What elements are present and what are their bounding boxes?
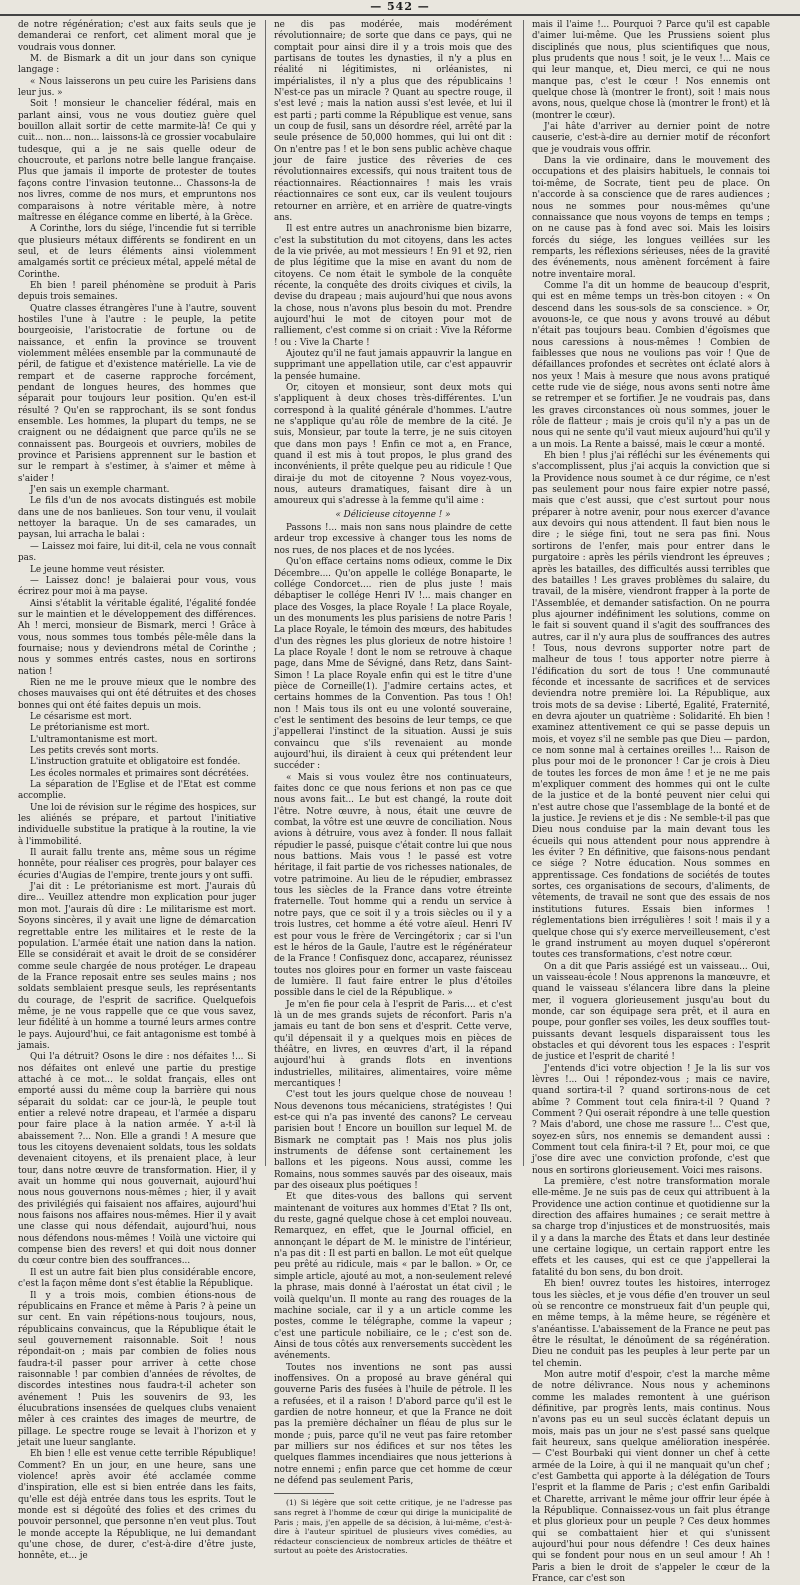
paragraph: Le jeune homme veut résister. xyxy=(30,564,165,575)
paragraph: Ajoutez qu'il ne faut jamais appauvrir la langue en supprimant une appellation utile, car c'est appauvrir la pensée humaine. xyxy=(274,348,512,382)
column-right xyxy=(532,20,770,1585)
paragraph: Quatre classes étrangères l'une à l'autre, souvent hostiles l'une à l'autre : le peuple, la petite bourgeoisie, l'aristocratie de fortune ou de naissance, et enfin la province se trouvent violemment mêlées ensemble par la communauté de péril, de fatigue et d'existence matérielle. La vie de rempart et de caserne rapproche forcément, pendant de longues heures, des hommes que séparait pour toujours leur position. Qu'en est-il résulté ? Qu'en se rapprochant, ils se sont fondus ensemble. Les hommes, la plupart du temps, ne se craignent ou ne dédaignent que parce qu'ils ne se connaissent pas. Bourgeois et ouvriers, mobiles de province et Parisiens apprennent sur le bastion et sur le rempart à s'estimer, à s'aimer et même à s'aider ! xyxy=(18,303,256,484)
paragraph: — Laissez donc! je balaierai pour vous, vous écrirez pour moi à ma payse. xyxy=(18,575,256,598)
column-divider xyxy=(265,20,266,1166)
paragraph: Passons !... mais non sans nous plaindre de cette ardeur trop excessive à changer tous les noms de nos rues, de nos places et de nos lycées. xyxy=(274,523,512,556)
paragraph: J'entends d'ici votre objection ! Je la lis sur vos lèvres !... Oui ! répondez-vous ; mais ce navire, quand sortira-t-il ? quand sortirons-nous de cet abîme ? Comment tout cela finira-t-il ? Quand ? Comment ? Qui oserait répondre à une telle question ? Mais d'abord, une chose me rassure !... C'est que, soyez-en sûrs, nos ennemis se demandent aussi : Comment tout cela finira-t-il ? Et, pour moi, ce que j'ose dire avec une conviction profonde, c'est que nous en sortirons glorieusement. Voici mes raisons. xyxy=(532,1063,770,1176)
column-divider xyxy=(523,20,524,1166)
paragraph: « Mais si vous voulez être nos continuateurs, faites donc ce que nous ferions et non pas ce que nous avons fait... Le but est changé, la route doit l'être. Notre œuvre, à nous, était une œuvre de combat, la vôtre est une œuvre de conciliation. Nous avions à détruire, vous avez à fonder. Il nous fallait répudier le passé, puisque c'était contre lui que nous nous battions. Mais vous ! le passé est votre héritage, il fait partie de vos richesses nationales, de votre patrimoine. Au lieu de le répudier, embrassez tous les siècles de la France dans votre étreinte fraternelle. Tout homme qui a rendu un service à notre pays, que ce soit il y a trois siècles ou il y a trois lustres, cet homme a été votre aïeul. Henri IV est pour vous le frère de Vercingétorix ; car si l'un est le héros de la Gaule, l'autre est le régénérateur de la France ! Confisquez donc, accaparez, réunissez toutes nos gloires pour en former un vaste faisceau de lumière. Il faut faire entrer le plus d'étoiles possible dans le ciel de la République. » xyxy=(274,772,512,999)
paragraph: Je m'en fie pour cela à l'esprit de Paris.... et c'est là un de mes grands sujets de réconfort. Paris n'a jamais eu tant de bon sens et d'esprit. Cette verve, qu'il dépensait il y a quelques mois en pièces de théâtre, en livres, en œuvres d'art, il la répand aujourd'hui à grands flots en inventions industrielles, militaires, alimentaires, voire même mercantiques ! xyxy=(274,999,512,1089)
paragraph: Qu'on efface certains noms odieux, comme le Dix Décembre.... Qu'on appelle le collége Bonaparte, le collége Condorcet.... rien de plus juste ! mais débaptiser le collége Henri IV !... mais changer en place des Vosges, la place Royale ! La place Royale, un des monuments les plus parisiens de notre Paris ! La place Royale, le témoin des mœurs, des habitudes d'un des règnes les plus glorieux de notre histoire ! La place Royale ! dont le nom se retrouve à chaque page, dans Mme de Sévigné, dans Retz, dans Saint-Simon ! La place Royale enfin qui est le titre d'une pièce de Corneille(1). J'admire certains actes, et certains hommes de la Convention. Pas tous ! Oh! non ! Mais tous ils ont eu une volonté souveraine, c'est le sentiment des besoins de leur temps, ce que j'appellerai l'instinct de la situation. Aussi je suis convaincu que s'ils revenaient au monde aujourd'hui, ils diraient à ceux qui prétendent leur succéder : xyxy=(274,557,512,772)
column-left xyxy=(18,20,256,1562)
paragraph: J'en sais un exemple charmant. xyxy=(30,485,170,496)
paragraph: C'est tout les jours quelque chose de nouveau ! Nous devenons tous mécaniciens, stratégistes ! Qui est-ce qui n'a pas inventé des canons? Le cerveau parisien bout ! Encore un bouillon sur lequel M. de Bismark ne comptait pas ! Mais nos plus jolis instruments de défense sont certainement les ballons et les pigeons. Nous aussi, comme les Romains, nous sommes sauvés par des oiseaux, mais par des oiseaux plus poétiques ! xyxy=(274,1090,512,1192)
paragraph: A Corinthe, lors du siége, l'incendie fut si terrible que plusieurs métaux différents se fondirent en un seul, et de leurs éléments ainsi violemment amalgamés sortit ce précieux métal, appelé métal de Corinthe. xyxy=(18,224,256,280)
paragraph: de notre régénération; c'est aux faits seuls que je demanderai ce renfort, cet aliment moral que je voudrais vous donner. xyxy=(18,20,256,53)
paragraph: Qui l'a détruit? Osons le dire : nos défaites !... Si nos défaites ont enlevé une partie du prestige attaché à ce mot... le soldat français, elles ont emporté aussi du même coup la barrière qui nous séparait du soldat: car ce jour-là, le peuple tout entier a relevé notre drapeau, et l'armée a disparu pour faire place à la nation armée. Y a-t-il là abaissement ?... Non. Elle a grandi ! A mesure que tous les citoyens devenaient soldats, tous les soldats devenaient citoyens, et ils prenaient place, à leur tour, dans notre œuvre de transformation. Hier, il y avait un homme qui nous gouvernait, aujourd'hui nous nous gouvernons nous-mêmes ; hier, il y avait des privilégiés qui faisaient nos affaires, aujourd'hui nous faisons nos affaires nous-mêmes. Hier il y avait une classe qui nous défendait, aujourd'hui, nous nous défendons nous-mêmes ! Voilà une victoire qui compense bien des revers! et qui doit nous donner du cœur contre bien des souffrances... xyxy=(18,1052,256,1267)
quote-line: « Délicieuse citoyenne ! » xyxy=(335,509,451,520)
paragraph: Mon autre motif d'espoir, c'est la marche même de notre délivrance. Nous nous y acheminons comme les malades remontent à une guérison définitive, par progrès lents, mais continus. Nous n'avons pas eu un seul succès éclatant depuis un mois, mais pas un jour ne s'est passé sans quelque fait heureux, sans quelque amélioration inespérée. — C'est Bourbaki qui vient donner un chef à cette armée de la Loire, à qui il ne manquait qu'un chef ; c'est Gambetta qui apporte à la délégation de Tours l'esprit et la flamme de Paris ; c'est enfin Garibaldi et Charette, arrivant le même jour offrir leur épée à la République. Connaissez-vous un fait plus étrange et plus glorieux pour un peuple ? Ces deux hommes qui se combattaient hier et qui s'unissent aujourd'hui pour nous défendre ! Ces deux haines qui se fondent pour nous en un seul amour ! Ah ! Paris a bien le droit de s'appeler le cœur de la France, car c'est son xyxy=(532,1369,770,1585)
paragraph: La séparation de l'Eglise et de l'Etat est comme accomplie. xyxy=(18,780,256,802)
paragraph: Il aurait fallu trente ans, même sous un régime honnête, pour réaliser ces progrès, pour balayer ces écuries d'Augias de l'empire, trente jours y ont suffi. xyxy=(18,848,256,881)
paragraph: Ainsi s'établit la véritable égalité, l'égalité fondée sur le maintien et le développement des différences. Ah ! merci, monsieur de Bismark, merci ! Grâce à vous, nous sommes tous tombés pêle-mêle dans la fournaise; nous y deviendrons métal de Corinthe ; nous y sommes entrés castes, nous en sortirons nation ! xyxy=(18,598,256,677)
paragraph: Eh bien ! elle est venue cette terrible République! Comment? En un jour, en une heure, sans une violence! après avoir été acclamée comme d'inspiration, elle est si bien entrée dans les faits, qu'elle est déjà entrée dans tous les esprits. Tout le monde est si dégoûté des folies et des crimes du pouvoir personnel, que personne n'en veut plus. Tout le monde accepte la République, ne lui demandant qu'une chose, de durer, c'est-à-dire d'être juste, honnête, et... je xyxy=(18,1449,256,1562)
footnote-rule xyxy=(274,1493,334,1494)
paragraph: Et que dites-vous des ballons qui servent maintenant de voitures aux hommes d'Etat ? Ils ont, du reste, gagné quelque chose à cet emploi nouveau. Remarquez, en effet, que le Journal officiel, en annonçant le départ de M. le ministre de l'intérieur, n'a pas dit : Il est parti en ballon. Le mot eût quelque peu prêté au ridicule, mais « par le ballon. » Or, ce simple article, ajouté au mot, a non-seulement relevé la phrase, mais donné à l'aérostat un état civil ; le voilà quelqu'un. Il monte au rang des rouages de la machine sociale, car il y a un article comme les postes, comme le télégraphe, comme la vapeur ; c'est une particule nobiliaire, ce le ; c'est son de. Ainsi de tous côtés aux renversements succèdent les avénements. xyxy=(274,1192,512,1362)
paragraph: ne dis pas modérée, mais modérément révolutionnaire; de sorte que dans ce pays, qui ne comptait pour ainsi dire il y a trois mois que des partisans de toutes les dynasties, il n'y a plus en réalité ni légitimistes, ni orléanistes, ni impérialistes, il n'y a plus que des républicains ! N'est-ce pas un miracle ? Quant au spectre rouge, il s'est levé ; mais la nation aussi s'est levée, et lui il est parti ; parti comme la République est venue, sans un coup de fusil, sans un désordre réel, arrêté par la seule présence de 50,000 hommes, qui lui ont dit : On n'entre pas ! et le bon sens public achève chaque jour de faire justice des rêveries de ces révolutionnaires excessifs, qui nous traitent tous de réactionnaires. Réactionnaires ! mais les vrais réactionnaires ce sont eux, car ils veulent toujours retourner en arrière, et en arrière de quatre-vingts ans. xyxy=(274,20,513,223)
paragraph: L'instruction gratuite et obligatoire est fondée. xyxy=(30,757,241,768)
paragraph: « Nous laisserons un peu cuire les Parisiens dans leur jus. » xyxy=(18,76,256,99)
paragraph: Le prétorianisme est mort. xyxy=(30,723,150,734)
paragraph: mais il l'aime !... Pourquoi ? Parce qu'il est capable d'aimer lui-même. Que les Prussiens soient plus disciplinés que nous, plus scientifiques que nous, plus prudents que nous ! soit, je le veux !... Mais ce qui leur manque, et, Dieu merci, ce qui ne nous manque pas, c'est le cœur ! Nos ennemis ont quelque chose là (montrer le front), soit ! mais nous avons, nous, quelque chose là (montrer le front) et là (montrer le cœur). xyxy=(532,20,770,121)
paragraph: J'ai dit : Le prétorianisme est mort. J'aurais dû dire... Veuillez attendre mon explication pour juger mon mot. J'aurais dû dire : Le militarisme est mort. Soyons sincères, il y avait une ligne de démarcation regrettable entre les militaires et le reste de la population. L'armée était une nation dans la nation. Elle se considérait et avait le droit de se considérer comme seule chargée de nous protéger. Le drapeau de la France reposait entre ses seules mains ; nos soldats semblaient presque seuls, les représentants du courage, de l'esprit de sacrifice. Quelquefois même, je ne vous rappelle que ce que vous savez, leur fidélité à un homme a tourné leurs armes contre le pays. Aujourd'hui, ce fait antagonisme est tombé à jamais. xyxy=(18,882,256,1051)
column-middle xyxy=(274,20,513,1556)
paragraph: La première, c'est notre transformation morale elle-même. Je ne suis pas de ceux qui attribuent à la Providence une action continue et quotidienne sur la direction des affaires humaines ; ce serait mettre à sa charge trop d'injustices et de monstruosités, mais il y a dans la marche des États et dans leur destinée une certaine logique, un certain rapport entre les effets et les causes, qui est ce que j'appellerai la fatalité du bon sens, du bon droit. xyxy=(532,1177,770,1278)
paragraph: Dans la vie ordinaire, dans le mouvement des occupations et des plaisirs habituels, le connais toi toi-même, de Socrate, tient peu de place. On n'accorde à sa conscience que de rares audiences ; nous ne sommes pour nous-mêmes qu'une connaissance que nous voyons de temps en temps ; on ne cause pas à fond avec soi. Mais les loisirs forcés du siége, les longues veillées sur les remparts, les réflexions sérieuses, nées de la gravité des événements, nous amènent forcément à faire notre inventaire moral. xyxy=(532,156,770,280)
paragraph: Les écoles normales et primaires sont décrétées. xyxy=(30,768,249,779)
paragraph: J'ai hâte d'arriver au dernier point de notre causerie, c'est-à-dire au dernier motif de réconfort que je voudrais vous offrir. xyxy=(532,122,770,155)
paragraph: Le césarisme est mort. xyxy=(30,711,132,722)
paragraph: — Laissez moi faire, lui dit-il, cela ne vous connaît pas. xyxy=(18,541,256,564)
paragraph: Rien ne me le prouve mieux que le nombre des choses mauvaises qui ont été détruites et des choses bonnes qui ont été faites depuis un mois. xyxy=(18,677,256,711)
paragraph: Les petits crevés sont morts. xyxy=(30,746,159,756)
paragraph: Une loi de révision sur le régime des hospices, sur les aliénés se prépare, et partout l'initiative individuelle substitue la pratique à la routine, la vie à l'immobilité. xyxy=(18,802,256,847)
footnote: (1) Si légère que soit cette critique, je ne l'adresse pas sans regret à l'homme de cœur qui dirige la municipalité de Paris ; mais, j'en appelle de sa décision, à lui-même, c'est-à-dire à l'auteur spirituel de plusieurs vives comédies, au rédacteur consciencieux de nombreux articles de théâtre et surtout au poète des Aristocraties. xyxy=(274,1498,512,1556)
paragraph: M. de Bismark a dit un jour dans son cynique langage : xyxy=(18,54,256,76)
paragraph: Eh bien ! plus j'ai réfléchi sur les événements qui s'accomplissent, plus j'ai acquis la conviction que si la Providence nous soumet à ce dur régime, ce n'est pas seulement pour nous faire expier notre passé, mais que c'est aussi, que c'est surtout pour nous préparer à notre avenir, pour nous exercer d'avance aux devoirs qui nous attendent. Il faut bien nous le dire ; le siége fini, tout ne sera pas fini. Nous sortirons de l'enfer, mais pour entrer dans le purgatoire : après les périls viendront les épreuves ; après les batailles, des difficultés aussi terribles que des batailles ! Les graves problèmes du salaire, du travail, de la misère, viendront frapper à la porte de l'Assemblée, et demander satisfaction. On ne pourra plus ajourner indéfiniment les solutions, comme on le fait si souvent quand il s'agit des souffrances des autres, car il n'y aura plus de souffrances des autres ! Tous, nous devrons supporter notre part de malheur de tous ! tous apporter notre pierre à l'édification du sort de tous ! Une communauté féconde et incessante de sacrifices et de services deviendra notre première loi. La République, aux trois mots de sa devise : Liberté, Egalité, Fraternité, en devra ajouter un quatrième : Solidarité. Eh bien ! examinez attentivement ce qui se passe depuis un mois, et voyez s'il ne semble pas que Dieu — pardon, ce nom sonne mal à certaines oreilles !... Raison de plus pour moi de le prononcer ! Car je crois à Dieu de toutes les forces de mon âme ! et je ne me pais m'expliquer comment des hommes qui ont le culte de la justice et de la bonté peuvent nier celui qui n'est autre chose que l'assemblage de la bonté et de la justice. Je reviens et je dis : Ne semble-t-il pas que Dieu nous conduise par la main devant tous les écueils qui nous attendent pour nous apprendre à les éviter ? En définitive, que faisons-nous pendant ce siége ? Notre éducation. Nous sommes en apprentissage. Ces fondations de sociétés de toutes sortes, ces organisations de secours, d'aliments, de vêtements, de travail ne sont que des essais de nos institutions futures. Essais bien informes ! réglementations bien irrégulières ! soit ! mais il y a quelque chose qui s'y exerce merveilleusement, c'est le grand instrument au moyen duquel s'opéreront toutes ces transformations, c'est notre cœur. xyxy=(532,451,770,961)
paragraph: Eh bien! ouvrez toutes les histoires, interrogez tous les siècles, et je vous défie d'en trouver un seul où se rencontre ce monstrueux fait d'un peuple qui, en même temps, à la même heure, se régénère et s'anéantisse. L'abaissement de la France ne peut pas être le résultat, le dénoûment de sa régénération. Dieu ne conduit pas les peuples à leur perte par un tel chemin. xyxy=(532,1279,770,1369)
paragraph: Eh bien ! pareil phénomène se produit à Paris depuis trois semaines. xyxy=(18,280,256,303)
paragraph: Il est entre autres un anachronisme bien bizarre, c'est la substitution du mot citoyens, dans les actes de la vie privée, au mot messieurs ! En 91 et 92, rien de plus légitime que la mise en avant du nom de citoyens. Ce nom était le symbole de la conquête récente, la conquête des droits civiques et civils, la devise du drapeau ; mais aujourd'hui que nous avons la chose, nous n'avons plus besoin du mot. Prendre aujourd'hui le mot de citoyen pour mot de ralliement, c'est comme si on criait : Vive la Réforme ! ou : Vive la Charte ! xyxy=(274,224,512,348)
paragraph: Soit ! monsieur le chancelier fédéral, mais en parlant ainsi, vous ne vous doutiez guère quel bouillon allait sortir de cette marmite-là! Ce qui y cuit... non... non... laissons-là ce grossier vocabulaire tudesque, qui a je ne sais quelle odeur de choucroute, et parlons notre belle langue française. Plus que jamais il importe de protester de toutes façons contre l'invasion teutonne... Chassons-la de nos livres, comme de nos murs, et empruntons nos comparaisons à notre véritable mère, à notre maîtresse en élégance comme en liberté, à la Grèce. xyxy=(18,99,256,223)
page-number: — 542 — xyxy=(370,0,430,13)
paragraph: Il y a trois mois, combien étions-nous de républicains en France et même à Paris ? à peine un sur cent. En vain répétions-nous toujours, nous, républicains convaincus, que la République était le seul gouvernement raisonnable. Soit ! nous répondait-on ; mais par combien de folies nous faudra-t-il passer pour arriver à cette chose raisonnable ! par combien d'années de révoltes, de discordes intestines nous faudra-t-il acheter son avénement ! Puis les souvenirs de 93, les élucubrations insensées de quelques clubs venaient mêler à ces craintes des images de meurtre, de pillage. Le spectre rouge se levait à l'horizon et y jetait une lueur sanglante. xyxy=(18,1290,256,1448)
paragraph: Toutes nos inventions ne sont pas aussi inoffensives. On a proposé au brave général qui gouverne Paris des fusées à l'huile de pétrole. Il les a refusées, et il a raison ! D'abord parce qu'il est le gardien de notre honneur, et que la France ne doit pas la première déchaîner un fléau de plus sur le monde ; puis, parce qu'il ne veut pas faire retomber par milliers sur nos édifices et sur nos têtes les quelques flammes incendiaires que nous jetterions à notre ennemi ; enfin parce que cet homme de cœur ne défend pas seulement Paris, xyxy=(274,1362,512,1486)
paragraph: L'ultramontanisme est mort. xyxy=(30,734,158,745)
paragraph: On a dit que Paris assiégé est un vaisseau... Oui, un vaisseau-école ! Nous apprenons la manœuvre, et quand le vaisseau s'élancera libre dans la pleine mer, il voguera glorieusement jusqu'au bout du monde, car son équipage sera prêt, et il aura en poupe, pour gonfler ses voiles, les deux souffles tout-puissants devant lesquels disparaissent tous les obstacles et qui dévorent tous les espaces : l'esprit de justice et l'esprit de charité ! xyxy=(532,961,770,1063)
paragraph: Il est un autre fait bien plus considérable encore, c'est la façon même dont s'est établie la République. xyxy=(18,1267,256,1290)
page-header xyxy=(0,0,800,16)
paragraph: Comme l'a dit un homme de beaucoup d'esprit, qui est en même temps un très-bon citoyen : « On descend dans les sous-sols de sa conscience. » Or, avouons-le, ce que nous y avons trouvé au début n'était pas toujours beau. Combien d'égoïsmes que nous caressions à nous-mêmes ! Combien de faiblesses que nous ne voulions pas voir ! Que de défaillances profondes et secrètes ont éclaté alors à nos yeux ! Mais à mesure que nous avons pratiqué cette rude vie de siége, nous avons senti notre âme se retremper et se fortifier. Je ne voudrais pas, dans les graves circonstances où nous sommes, jouer le rôle de flatteur ; mais je crois qu'il n'y a pas un de nous qui ne sente qu'il vaut mieux aujourd'hui qu'il y a un mois. La Rente a baissé, mais le cœur a monté. xyxy=(532,280,770,450)
paragraph: Le fils d'un de nos avocats distingués est mobile dans une de nos banlieues. Son tour venu, il voulait nettoyer la baraque. Un de ses camarades, un paysan, lui arracha le balai : xyxy=(18,496,256,541)
paragraph: Or, citoyen et monsieur, sont deux mots qui s'appliquent à deux choses très-différentes. L'un correspond à la qualité générale d'hommes. L'autre ne s'applique qu'au rôle de membre de la cité. Je suis, Monsieur, par toute la terre, je ne suis citoyen que dans mon pays ! Enfin ce mot a, en France, quand il est mis à tout propos, le plus grand des inconvénients, il prête quelque peu au ridicule ! Que dirai-je du mot de citoyenne ? Nous voyez-vous, nous, auteurs dramatiques, faisant dire à un amoureux qui s'adresse à la femme qu'il aime : xyxy=(274,383,512,507)
